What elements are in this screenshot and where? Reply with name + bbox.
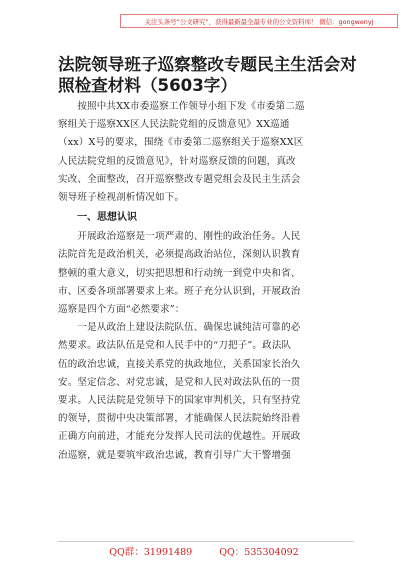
- text-line: 伍的政治忠诚，直接关系党的执政地位，关系国家长治久: [58, 358, 301, 370]
- text-line: 法院首先是政治机关，必须提高政治站位，深刻认识教育: [58, 249, 301, 261]
- text-line: 实改、全面整改，召开巡察整改专题党组会及民主生活会: [58, 173, 301, 185]
- text-line: 市、区委各项部署要求上来。班子充分认识到，开展政治: [58, 285, 301, 297]
- text-line: 开展政治巡察是一项严肃的、刚性的政治任务。人民: [58, 231, 301, 243]
- text-line: 治巡察，就是要筑牢政治忠诚，教育引导广大干警增强: [58, 449, 291, 461]
- document-body: [58, 98, 354, 465]
- text-line: 然要求。政法队伍是党和人民手中的“刀把子”。政法队: [58, 340, 292, 352]
- section-paragraph-1: [58, 228, 354, 319]
- section-heading: 一、思想认识: [77, 212, 137, 224]
- text-line: 察组关于巡察XX区人民法院党组的反馈意见》XX巡通: [58, 119, 290, 131]
- text-line: 的领导，贯彻中央决策部署，才能确保人民法院始终沿着: [58, 413, 301, 425]
- top-banner: [120, 14, 398, 28]
- title-line-2: 照检查材料（5603字）: [58, 76, 237, 95]
- text-line: 人民法院党组的反馈意见》，针对巡察反馈的问题，真改: [58, 155, 296, 167]
- text-line: 正确方向前进，才能充分发挥人民司法的优越性。开展政: [58, 431, 301, 443]
- title-line-1: 法院领导班子巡察整改专题民主生活会对: [58, 55, 357, 74]
- banner-text: 关注头条号“公文研究”，获得最新最全最专业的公文资料库！ 微信：gongwenyj: [144, 17, 374, 26]
- footer-divider: [58, 541, 354, 542]
- text-line: 一是从政治上建设法院队伍、确保忠诚纯洁可靠的必: [58, 322, 301, 334]
- text-line: 按照中共XX市委巡察工作领导小组下发《市委第二巡: [58, 101, 305, 112]
- text-line: 安。坚定信念、对党忠诚，是党和人民对政法队伍的一贯: [58, 376, 301, 388]
- text-line: （xx）X号的要求，围绕《市委第二巡察组关于巡察XX区: [58, 137, 304, 149]
- qq-group: QQ群：31991489: [109, 547, 193, 558]
- footer-contact: [0, 544, 408, 558]
- section-paragraph-2: [58, 319, 354, 465]
- text-line: 整顿的重大意义，切实把思想和行动统一到党中央和省、: [58, 267, 301, 279]
- text-line: 巡察是四个方面“必然要求”：: [58, 304, 185, 316]
- text-line: 要求。人民法院是党领导下的国家审判机关，只有坚持党: [58, 395, 301, 407]
- document-title: [58, 54, 358, 96]
- qq-number: QQ：535304092: [219, 547, 299, 558]
- text-line: 领导班子检视剖析情况如下。: [58, 192, 185, 204]
- intro-paragraph: [58, 98, 354, 207]
